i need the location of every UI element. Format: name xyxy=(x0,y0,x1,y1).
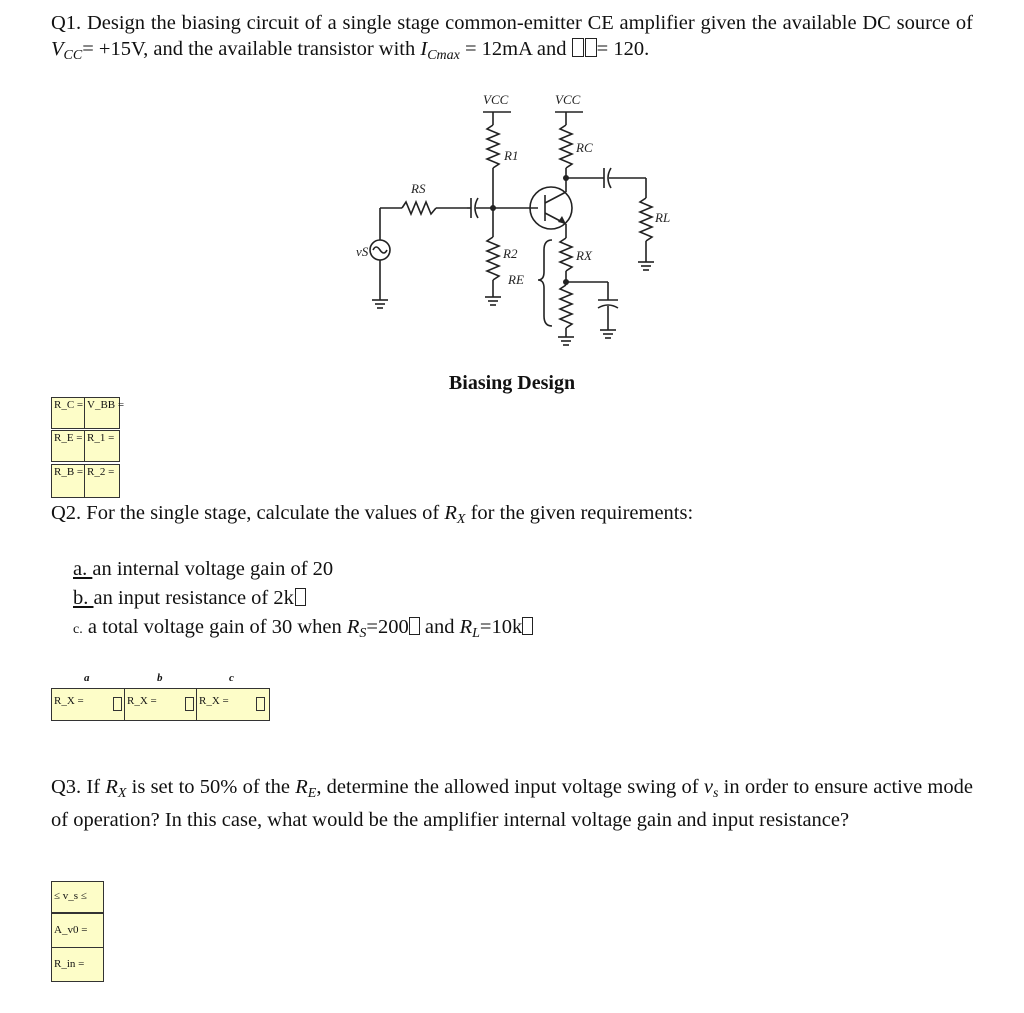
missing-glyph xyxy=(522,617,533,635)
r1-label: R1 xyxy=(504,148,519,163)
table2-header: c xyxy=(229,672,234,684)
question-3: Q3. If $R_X$ is set to 50% of the $R_E$, determine the allowed input voltage swing of $v_s$ in order to ensure active mode of operation? In this case, what would be the amplifier internal voltage gain and input resistance? xyxy=(51,776,973,831)
q2-item-a: a. an internal voltage gain of 20 xyxy=(73,558,334,580)
q2-item-b: b. an input resistance of 2k xyxy=(73,585,306,611)
table2-cell[interactable]: R_X = xyxy=(196,688,270,721)
rc-label: RC xyxy=(576,140,593,155)
table1-cell[interactable]: V_BB = xyxy=(84,397,120,429)
vcc2-label: VCC xyxy=(555,92,581,107)
rs-label: RS xyxy=(411,181,426,196)
table3-cell[interactable]: A_v0 = xyxy=(51,913,104,948)
table1-cell[interactable]: R_E = xyxy=(51,430,85,462)
q2-item-c: c. a total voltage gain of 30 when $R_S=200$ and $R_L=10k$ xyxy=(73,614,533,647)
table2-header: a xyxy=(84,672,90,684)
rl-label: RL xyxy=(655,210,671,225)
table3-cell[interactable]: ≤ v_s ≤ xyxy=(51,881,104,913)
table1-cell[interactable]: R_2 = xyxy=(84,464,120,498)
table2-header: b xyxy=(157,672,163,684)
table2-cell[interactable]: R_X = xyxy=(51,688,125,721)
rx-label: RX xyxy=(576,248,592,263)
missing-glyph xyxy=(409,617,420,635)
table1-cell[interactable]: R_C = xyxy=(51,397,85,429)
r2-label: R2 xyxy=(503,246,518,261)
re-label: RE xyxy=(508,272,524,287)
question-2: Q2. For the single stage, calculate the values of $R_X$ for the given requirements: xyxy=(51,502,694,527)
table3-cell[interactable]: R_in = xyxy=(51,947,104,982)
table1-cell[interactable]: R_B = xyxy=(51,464,85,498)
vcc1-label: VCC xyxy=(483,92,509,107)
circuit-caption: Biasing Design xyxy=(448,372,576,394)
missing-glyph xyxy=(295,588,306,606)
table1-cell[interactable]: R_1 = xyxy=(84,430,120,462)
table2-cell[interactable]: R_X = xyxy=(124,688,197,721)
question-1: Q1. Design the biasing circuit of a single stage common-emitter CE amplifier given the available DC source of $V_{CC}= +15V$, and the available transistor with $I_{Cmax} = 12mA$ and = 120. xyxy=(51,12,973,63)
vs-label: vS xyxy=(356,244,369,259)
ce-amplifier-circuit xyxy=(0,0,1024,380)
